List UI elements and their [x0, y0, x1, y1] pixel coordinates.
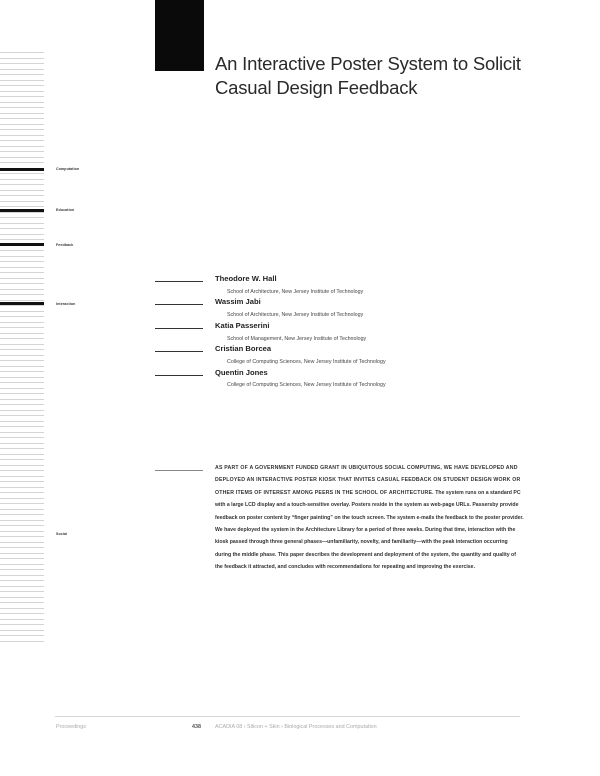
margin-rule	[0, 311, 44, 312]
margin-rule	[0, 278, 44, 279]
margin-rule	[0, 96, 44, 97]
side-label-education: Education	[56, 208, 75, 212]
margin-rule	[0, 250, 44, 251]
margin-rule	[0, 118, 44, 119]
margin-rule	[0, 338, 44, 339]
margin-rule	[0, 69, 44, 70]
margin-rule	[0, 85, 44, 86]
margin-rule	[0, 140, 44, 141]
margin-rule	[0, 151, 44, 152]
margin-rule	[0, 107, 44, 108]
margin-rule	[0, 492, 44, 493]
margin-rule	[0, 80, 44, 81]
footer-rule	[55, 716, 520, 717]
margin-rule	[0, 404, 44, 405]
margin-rule	[0, 613, 44, 614]
margin-rule	[0, 355, 44, 356]
margin-rule	[0, 256, 44, 257]
margin-rule-marker	[0, 209, 44, 212]
margin-rule	[0, 503, 44, 504]
abstract-body: The system runs on a standard PC with a large LCD display and a touch-sensitive overlay. Posters reside in the system as web-page URLs. Passersby provide feedback on poster content by “finger painting” on the touch screen. The system e-mails the feedback to the poster provider. We have deployed the system in the Architecture Library for a period of three weeks. During that time, interaction with the kiosk passed through three general phases—unfamiliarity, novelty, and familiarity—with the peak interaction occurring during the middle phase. This paper describes the development and deployment of the system, the quantity and quality of the feedback it attracted, and concludes with recommendations for repeating and improving the exercise.	[215, 489, 524, 571]
margin-rule	[0, 305, 44, 306]
side-label-social: Social	[56, 532, 68, 536]
margin-rule	[0, 294, 44, 295]
margin-rule	[0, 415, 44, 416]
margin-rule	[0, 454, 44, 455]
side-label-feedback: Feedback	[56, 243, 74, 247]
author-name: Wassim Jabi	[215, 297, 261, 306]
margin-rule	[0, 641, 44, 642]
margin-rule	[0, 371, 44, 372]
margin-rule	[0, 234, 44, 235]
margin-rule	[0, 91, 44, 92]
margin-rule	[0, 74, 44, 75]
margin-rule	[0, 531, 44, 532]
margin-rule	[0, 283, 44, 284]
footer-proceedings: Proceedings	[56, 724, 86, 730]
margin-rule	[0, 113, 44, 114]
margin-rule	[0, 228, 44, 229]
margin-rule	[0, 349, 44, 350]
margin-rule	[0, 173, 44, 174]
margin-rule	[0, 421, 44, 422]
margin-rule	[0, 619, 44, 620]
margin-rule	[0, 575, 44, 576]
author-name: Cristian Borcea	[215, 344, 272, 353]
margin-rule	[0, 333, 44, 334]
margin-rule-marker	[0, 168, 44, 171]
margin-rule	[0, 190, 44, 191]
margin-rule	[0, 410, 44, 411]
margin-rule	[0, 547, 44, 548]
margin-rule	[0, 195, 44, 196]
margin-rule	[0, 553, 44, 554]
margin-rule	[0, 157, 44, 158]
margin-rule	[0, 624, 44, 625]
author-affiliation: College of Computing Sciences, New Jersey Institute of Technology	[227, 359, 386, 365]
margin-rule	[0, 135, 44, 136]
margin-rule	[0, 586, 44, 587]
margin-rule	[0, 261, 44, 262]
margin-rule	[0, 481, 44, 482]
margin-rule	[0, 124, 44, 125]
margin-rule	[0, 608, 44, 609]
margin-rule	[0, 487, 44, 488]
author-rule	[155, 375, 203, 376]
author-rule	[155, 304, 203, 305]
margin-rule	[0, 602, 44, 603]
margin-rule	[0, 289, 44, 290]
margin-rule	[0, 388, 44, 389]
margin-rule	[0, 520, 44, 521]
margin-rule	[0, 432, 44, 433]
margin-rule	[0, 569, 44, 570]
author-rule	[155, 281, 203, 282]
author-name: Quentin Jones	[215, 368, 268, 377]
margin-rule	[0, 316, 44, 317]
margin-rule	[0, 426, 44, 427]
margin-rule	[0, 597, 44, 598]
margin-rule	[0, 525, 44, 526]
margin-rule	[0, 360, 44, 361]
margin-rule	[0, 344, 44, 345]
margin-rule	[0, 327, 44, 328]
page-number: 438	[192, 724, 201, 730]
margin-rule	[0, 564, 44, 565]
author-affiliation: School of Architecture, New Jersey Institute of Technology	[227, 289, 364, 295]
margin-rule	[0, 448, 44, 449]
margin-rule	[0, 580, 44, 581]
margin-rule	[0, 239, 44, 240]
margin-rule	[0, 514, 44, 515]
margin-rule	[0, 470, 44, 471]
margin-rule	[0, 52, 44, 53]
margin-rule	[0, 300, 44, 301]
margin-rule	[0, 393, 44, 394]
header-black-block	[155, 0, 204, 71]
margin-rule-marker	[0, 302, 44, 305]
margin-rule	[0, 377, 44, 378]
margin-rule-marker	[0, 243, 44, 246]
abstract-rule	[155, 470, 203, 471]
margin-rule	[0, 146, 44, 147]
margin-rule	[0, 509, 44, 510]
margin-rule	[0, 542, 44, 543]
margin-rule	[0, 217, 44, 218]
margin-rule	[0, 443, 44, 444]
margin-rule	[0, 223, 44, 224]
margin-rule	[0, 58, 44, 59]
margin-rule	[0, 465, 44, 466]
margin-rule	[0, 267, 44, 268]
margin-rule	[0, 179, 44, 180]
author-rule	[155, 351, 203, 352]
margin-rule	[0, 129, 44, 130]
margin-rule	[0, 476, 44, 477]
margin-rule	[0, 322, 44, 323]
margin-rule	[0, 201, 44, 202]
margin-rule	[0, 536, 44, 537]
margin-rule	[0, 184, 44, 185]
author-name: Theodore W. Hall	[215, 274, 277, 283]
margin-rule	[0, 630, 44, 631]
footer-conference: ACADIA 08 › Silicon + Skin › Biological Processes and Computation	[215, 724, 377, 730]
margin-rule	[0, 206, 44, 207]
margin-rule	[0, 162, 44, 163]
margin-rule	[0, 498, 44, 499]
abstract	[215, 462, 525, 574]
margin-rule	[0, 272, 44, 273]
author-affiliation: College of Computing Sciences, New Jersey Institute of Technology	[227, 382, 386, 388]
page-title: An Interactive Poster System to Solicit Casual Design Feedback	[215, 53, 521, 98]
margin-rule	[0, 399, 44, 400]
margin-rule	[0, 366, 44, 367]
author-rule	[155, 328, 203, 329]
margin-rule	[0, 459, 44, 460]
author-affiliation: School of Management, New Jersey Institute of Technology	[227, 336, 367, 342]
margin-rule	[0, 635, 44, 636]
side-label-computation: Computation	[56, 167, 80, 171]
margin-rule	[0, 102, 44, 103]
margin-rule	[0, 437, 44, 438]
abstract-lead: AS PART OF A GOVERNMENT FUNDED GRANT IN UBIQUITOUS SOCIAL COMPUTING, WE HAVE DEVELOPED AND DEPLOYED AN INTERACTIVE POSTER KIOSK THAT INVITES CASUAL FEEDBACK ON STUDENT DESIGN WORK OR OTHER ITEMS OF INTEREST AMONG PEERS IN THE SCHOOL OF ARCHITECTURE.	[215, 465, 521, 496]
author-affiliation: School of Architecture, New Jersey Institute of Technology	[227, 312, 364, 318]
margin-rule	[0, 591, 44, 592]
margin-rule	[0, 63, 44, 64]
side-label-interaction: Interaction	[56, 302, 76, 306]
author-name: Katia Passerini	[215, 321, 270, 330]
margin-rule	[0, 382, 44, 383]
margin-rule	[0, 558, 44, 559]
